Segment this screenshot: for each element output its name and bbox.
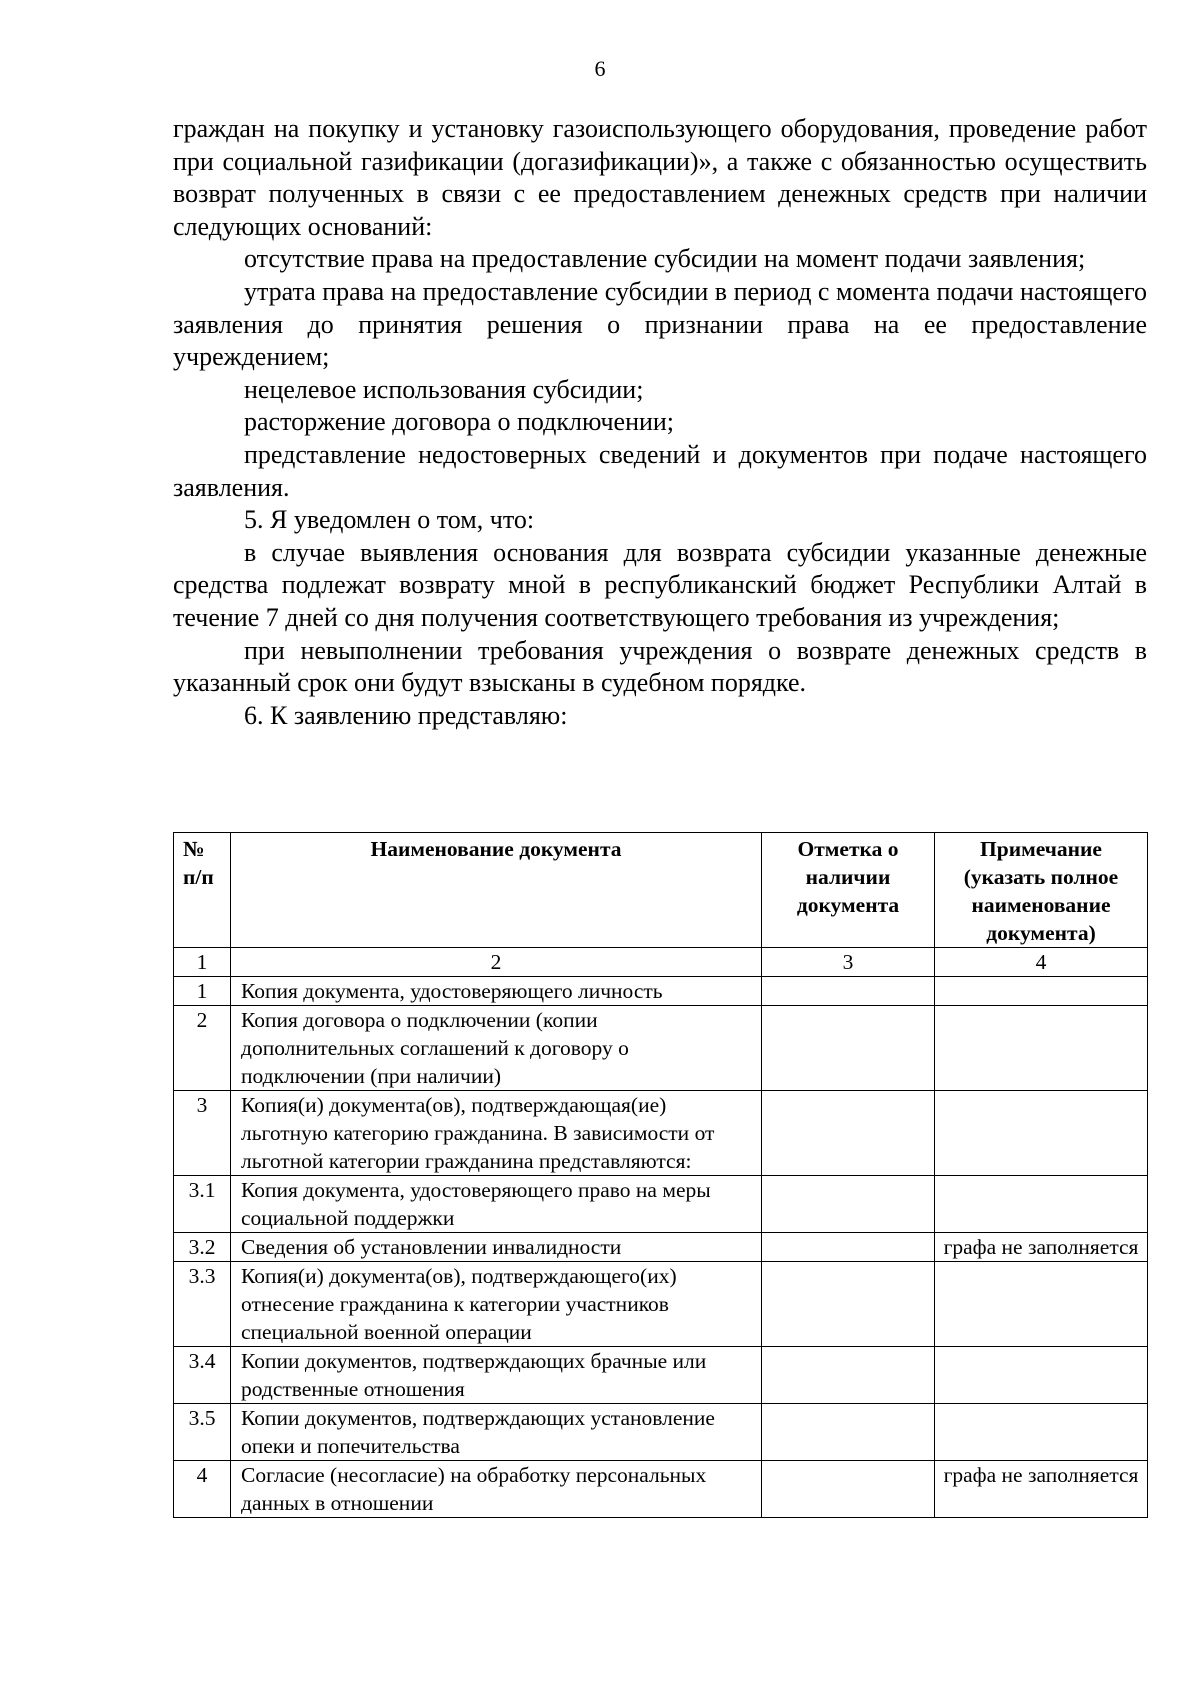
row-number: 1 — [174, 977, 231, 1006]
document-name: Копия(и) документа(ов), подтверждающего(их) отнесение гражданина к категории участников специальной военной операции — [231, 1262, 762, 1347]
paragraph: при невыполнении требования учреждения о возврате денежных средств в указанный срок они будут взысканы в судебном порядке. — [173, 635, 1147, 698]
column-number: 4 — [935, 948, 1148, 977]
column-number-row — [174, 948, 1148, 977]
table-row — [174, 1091, 1148, 1176]
column-number: 2 — [231, 948, 762, 977]
availability-mark-cell[interactable] — [762, 1176, 935, 1233]
paragraph: расторжение договора о подключении; — [244, 407, 675, 437]
note-cell: графа не заполняется — [935, 1233, 1148, 1262]
document-name: Копия документа, удостоверяющего право на меры социальной поддержки — [231, 1176, 762, 1233]
document-name: Копии документов, подтверждающих установление опеки и попечительства — [231, 1404, 762, 1461]
availability-mark-cell[interactable] — [762, 1404, 935, 1461]
row-number: 2 — [174, 1006, 231, 1091]
row-number: 3.1 — [174, 1176, 231, 1233]
availability-mark-cell[interactable] — [762, 1262, 935, 1347]
table-row — [174, 1262, 1148, 1347]
note-cell[interactable] — [935, 1006, 1148, 1091]
note-cell: графа не заполняется — [935, 1461, 1148, 1518]
availability-mark-cell[interactable] — [762, 1233, 935, 1262]
document-name: Копия договора о подключении (копии дополнительных соглашений к договору о подключении (при наличии) — [231, 1006, 762, 1091]
row-number: 3.4 — [174, 1347, 231, 1404]
table-header-row — [174, 833, 1148, 948]
table-row — [174, 1006, 1148, 1091]
paragraph: 6. К заявлению представляю: — [244, 700, 568, 730]
row-number: 3.2 — [174, 1233, 231, 1262]
availability-mark-cell[interactable] — [762, 1091, 935, 1176]
table-row — [174, 1347, 1148, 1404]
row-number: 3 — [174, 1091, 231, 1176]
note-cell[interactable] — [935, 1347, 1148, 1404]
paragraph: представление недостоверных сведений и документов при подаче настоящего заявления. — [173, 439, 1147, 502]
document-name: Копия документа, удостоверяющего личность — [231, 977, 762, 1006]
note-cell[interactable] — [935, 977, 1148, 1006]
table-row — [174, 1233, 1148, 1262]
document-name: Согласие (несогласие) на обработку персональных данных в отношении — [231, 1461, 762, 1518]
row-number: 3.3 — [174, 1262, 231, 1347]
header-note: Примечание (указать полное наименование документа) — [935, 833, 1148, 948]
table-row — [174, 1404, 1148, 1461]
paragraph: утрата права на предоставление субсидии в период с момента подачи настоящего заявления до принятия решения о признании права на ее предоставление учреждением; — [173, 276, 1147, 372]
row-number: 4 — [174, 1461, 231, 1518]
header-number: № п/п — [174, 833, 231, 948]
header-availability-mark: Отметка о наличии документа — [762, 833, 935, 948]
paragraph: отсутствие права на предоставление субсидии на момент подачи заявления; — [244, 244, 1086, 274]
note-cell[interactable] — [935, 1404, 1148, 1461]
document-name: Копии документов, подтверждающих брачные или родственные отношения — [231, 1347, 762, 1404]
body-text — [173, 113, 1147, 732]
availability-mark-cell[interactable] — [762, 1461, 935, 1518]
page-number: 6 — [594, 56, 606, 81]
note-cell[interactable] — [935, 1262, 1148, 1347]
paragraph: в случае выявления основания для возврата субсидии указанные денежные средства подлежат возврату мной в республиканский бюджет Республики Алтай в течение 7 дней со дня получения соответствующего требования из учреждения; — [173, 537, 1147, 632]
table-row — [174, 1461, 1148, 1518]
paragraph: нецелевое использования субсидии; — [244, 374, 644, 404]
paragraph: граждан на покупку и установку газоиспользующего оборудования, проведение работ при социальной газификации (догазификации)», а также с обязанностью осуществить возврат полученных в связи с ее предоставлением денежных средств при наличии следующих оснований: — [173, 114, 1147, 241]
documents-table — [173, 832, 1148, 1518]
document-name: Сведения об установлении инвалидности — [231, 1233, 762, 1262]
column-number: 1 — [174, 948, 231, 977]
note-cell[interactable] — [935, 1091, 1148, 1176]
row-number: 3.5 — [174, 1404, 231, 1461]
header-document-name: Наименование документа — [231, 833, 762, 948]
table-row — [174, 977, 1148, 1006]
paragraph: 5. Я уведомлен о том, что: — [244, 505, 535, 535]
column-number: 3 — [762, 948, 935, 977]
note-cell[interactable] — [935, 1176, 1148, 1233]
availability-mark-cell[interactable] — [762, 1347, 935, 1404]
availability-mark-cell[interactable] — [762, 977, 935, 1006]
documents-table-wrapper — [173, 832, 1147, 1518]
document-name: Копия(и) документа(ов), подтверждающая(ие) льготную категорию гражданина. В зависимости от льготной категории гражданина представляются: — [231, 1091, 762, 1176]
table-row — [174, 1176, 1148, 1233]
availability-mark-cell[interactable] — [762, 1006, 935, 1091]
